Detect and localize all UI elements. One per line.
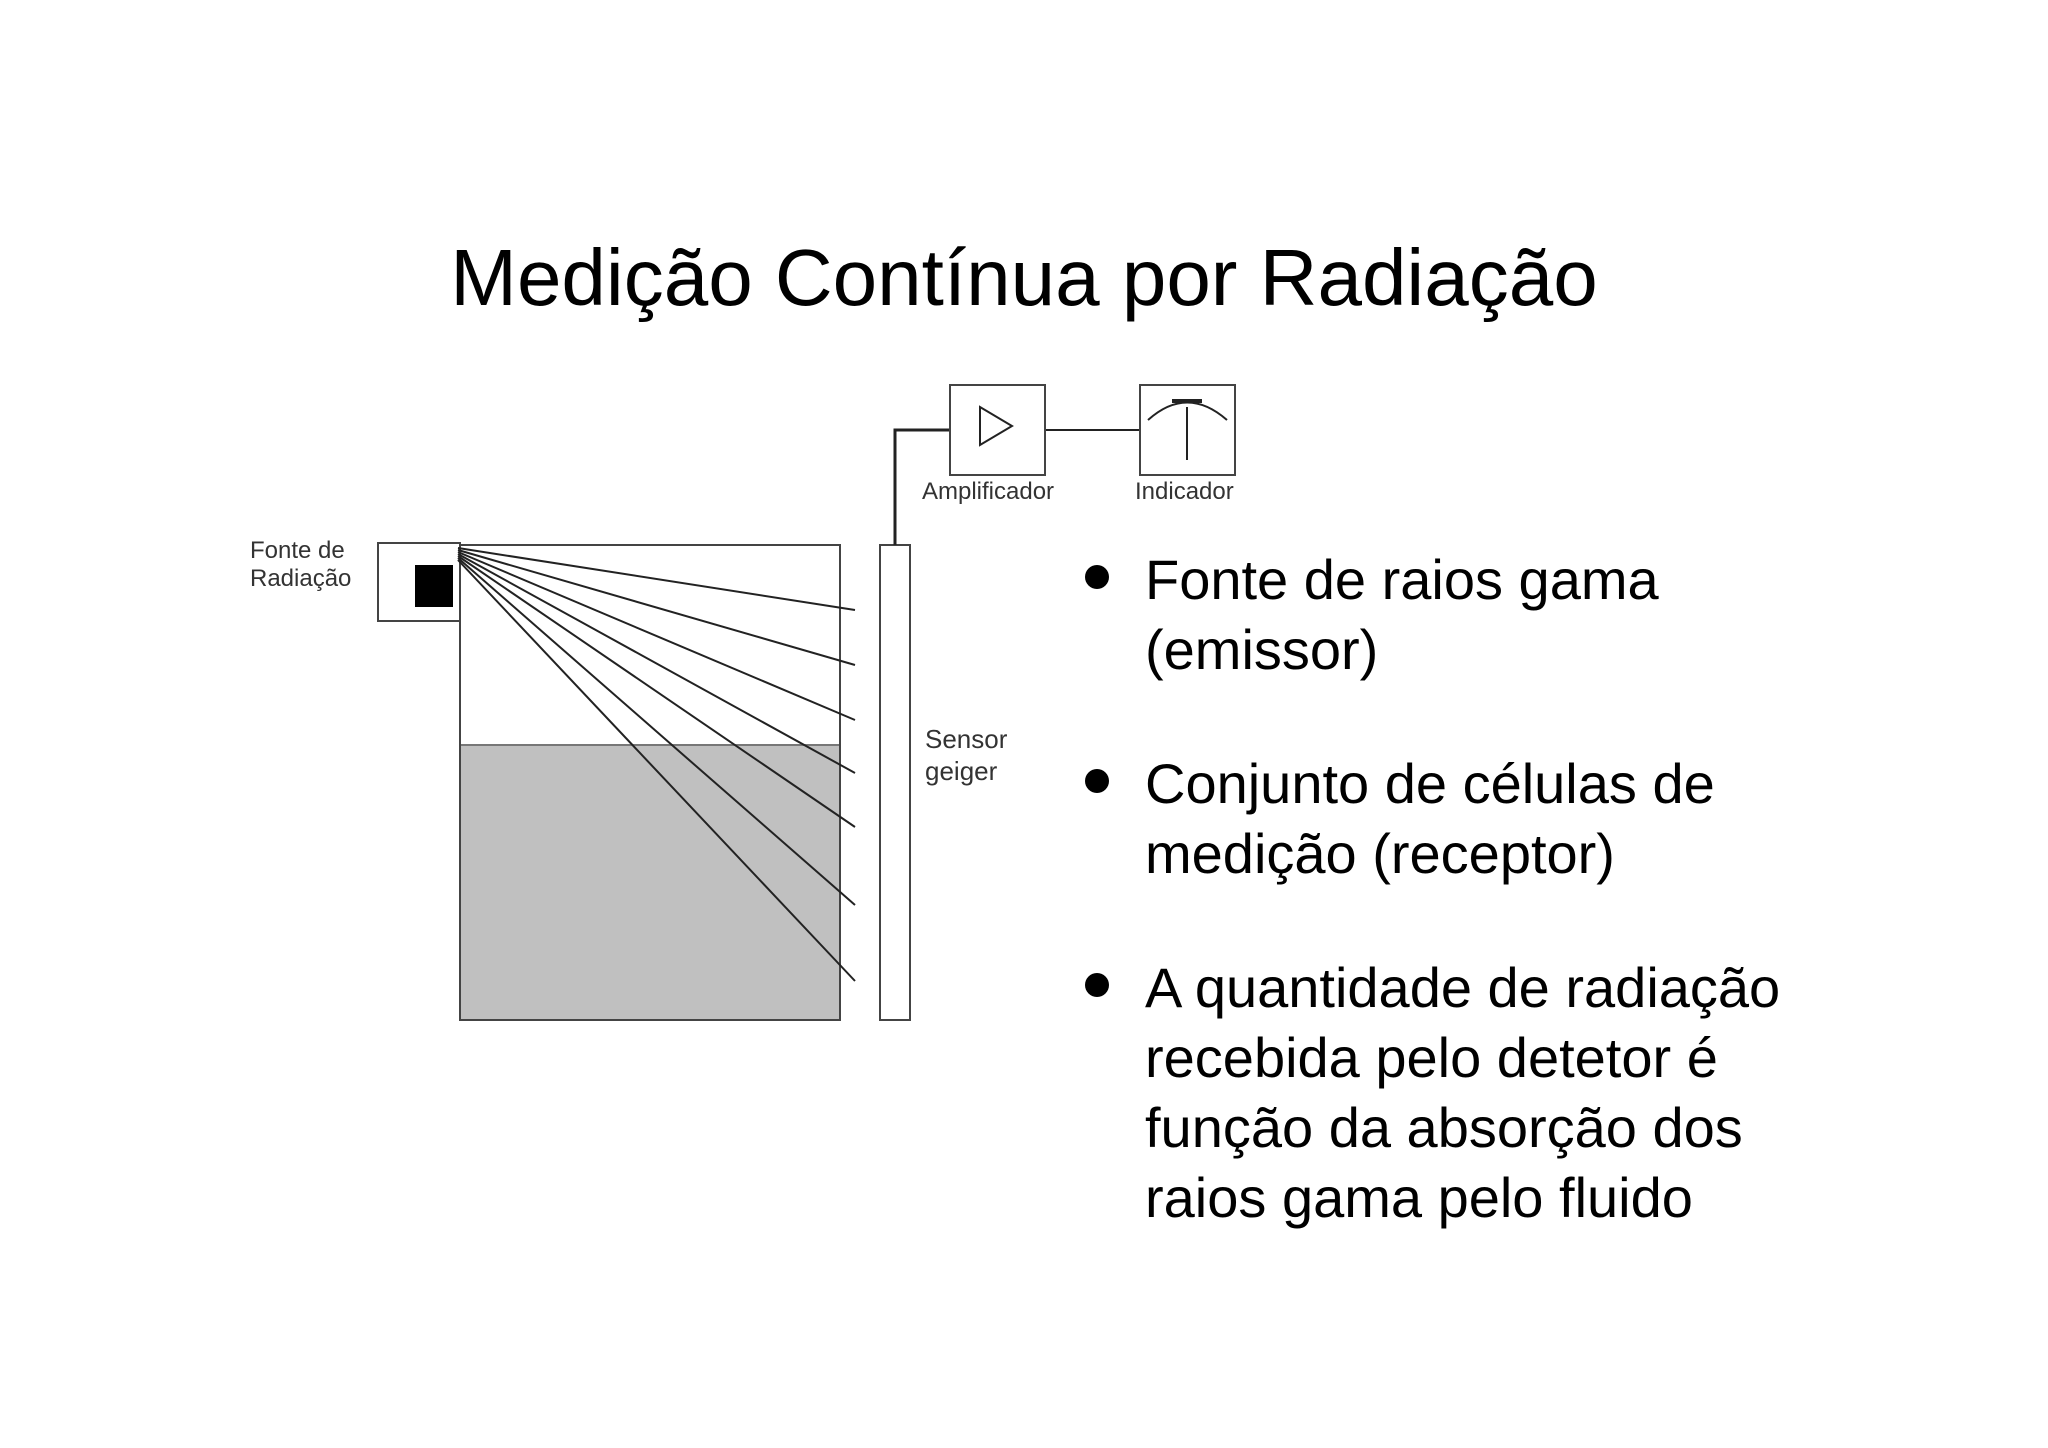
sensor-label (925, 723, 1007, 787)
bullet-item (1085, 749, 1825, 889)
bullet-line: recebida pelo detetor é (1145, 1026, 1718, 1089)
radiation-source (415, 565, 453, 607)
indicator-label: Indicador (1135, 478, 1234, 505)
bullet-dot-icon (1085, 565, 1109, 589)
bullet-line: (emissor) (1145, 618, 1379, 681)
source-label (250, 537, 351, 593)
bullet-line: Fonte de raios gama (1145, 548, 1659, 611)
bullet-line: função da absorção dos (1145, 1096, 1743, 1159)
bullet-item (1085, 545, 1825, 685)
bullet-item (1085, 953, 1825, 1233)
bullet-dot-icon (1085, 973, 1109, 997)
bullet-line: raios gama pelo fluido (1145, 1166, 1693, 1229)
source-label-line2: Radiação (250, 565, 352, 592)
bullet-line: medição (receptor) (1145, 822, 1615, 885)
bullet-line: A quantidade de radiação (1145, 956, 1781, 1019)
tank-fluid (460, 745, 840, 1020)
amplifier-label: Amplificador (922, 478, 1055, 505)
bullet-line: Conjunto de células de (1145, 752, 1715, 815)
bullet-list (1085, 545, 1825, 1297)
geiger-sensor-tube (880, 545, 910, 1020)
amplifier-box (950, 385, 1045, 475)
source-label-line1: Fonte de (250, 537, 345, 564)
sensor-label-line2: geiger (925, 756, 998, 786)
slide-title: Medição Contínua por Radiação (450, 233, 1598, 322)
bullet-dot-icon (1085, 769, 1109, 793)
sensor-label-line1: Sensor (925, 724, 1008, 754)
